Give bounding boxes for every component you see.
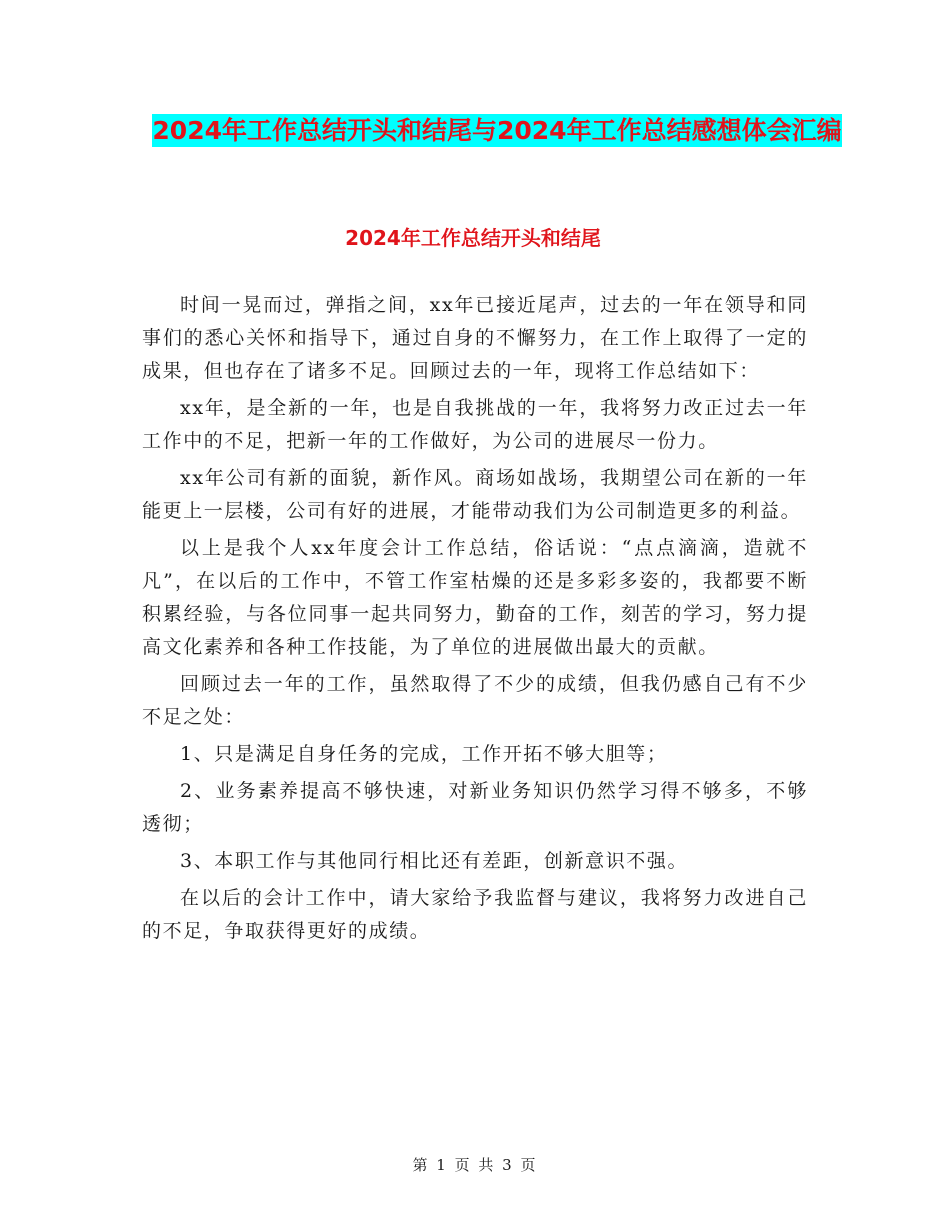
list-item: 1、只是满足自身任务的完成，工作开拓不够大胆等；: [180, 743, 668, 765]
paragraph: 在以后的会计工作中，请大家给予我监督与建议，我将努力改进自己的不足，争取获得更好的成绩。: [142, 887, 808, 942]
list-item: 2、业务素养提高不够快速，对新业务知识仍然学习得不够多，不够透彻；: [142, 780, 808, 835]
paragraph: 时间一晃而过，弹指之间，xx年已接近尾声，过去的一年在领导和同事们的悉心关怀和指导下，通过自身的不懈努力，在工作上取得了一定的成果，但也存在了诸多不足。回顾过去的一年，现将工作总结如下：: [142, 294, 808, 382]
list-item: 3、本职工作与其他同行相比还有差距，创新意识不强。: [180, 850, 689, 872]
paragraph: xx年，是全新的一年，也是自我挑战的一年，我将努力改正过去一年工作中的不足，把新一年的工作做好，为公司的进展尽一份力。: [142, 397, 808, 452]
document-title: [140, 108, 854, 154]
paragraph: 回顾过去一年的工作，虽然取得了不少的成绩，但我仍感自己有不少不足之处：: [142, 673, 808, 728]
document-body: [142, 289, 808, 952]
page-number-footer: 第 1 页 共 3 页: [412, 1156, 538, 1174]
paragraph: 以上是我个人xx年度会计工作总结，俗话说：“点点滴滴，造就不凡”，在以后的工作中，不管工作室枯燥的还是多彩多姿的，我都要不断积累经验，与各位同事一起共同努力，勤奋的工作，刻苦的学习，努力提高文化素养和各种工作技能，为了单位的进展做出最大的贡献。: [142, 537, 808, 658]
document-title-text: 2024年工作总结开头和结尾与2024年工作总结感想体会汇编: [152, 116, 842, 145]
paragraph: xx年公司有新的面貌，新作风。商场如战场，我期望公司在新的一年能更上一层楼，公司有好的进展，才能带动我们为公司制造更多的利益。: [142, 467, 808, 522]
section-title: 2024年工作总结开头和结尾: [345, 226, 601, 250]
